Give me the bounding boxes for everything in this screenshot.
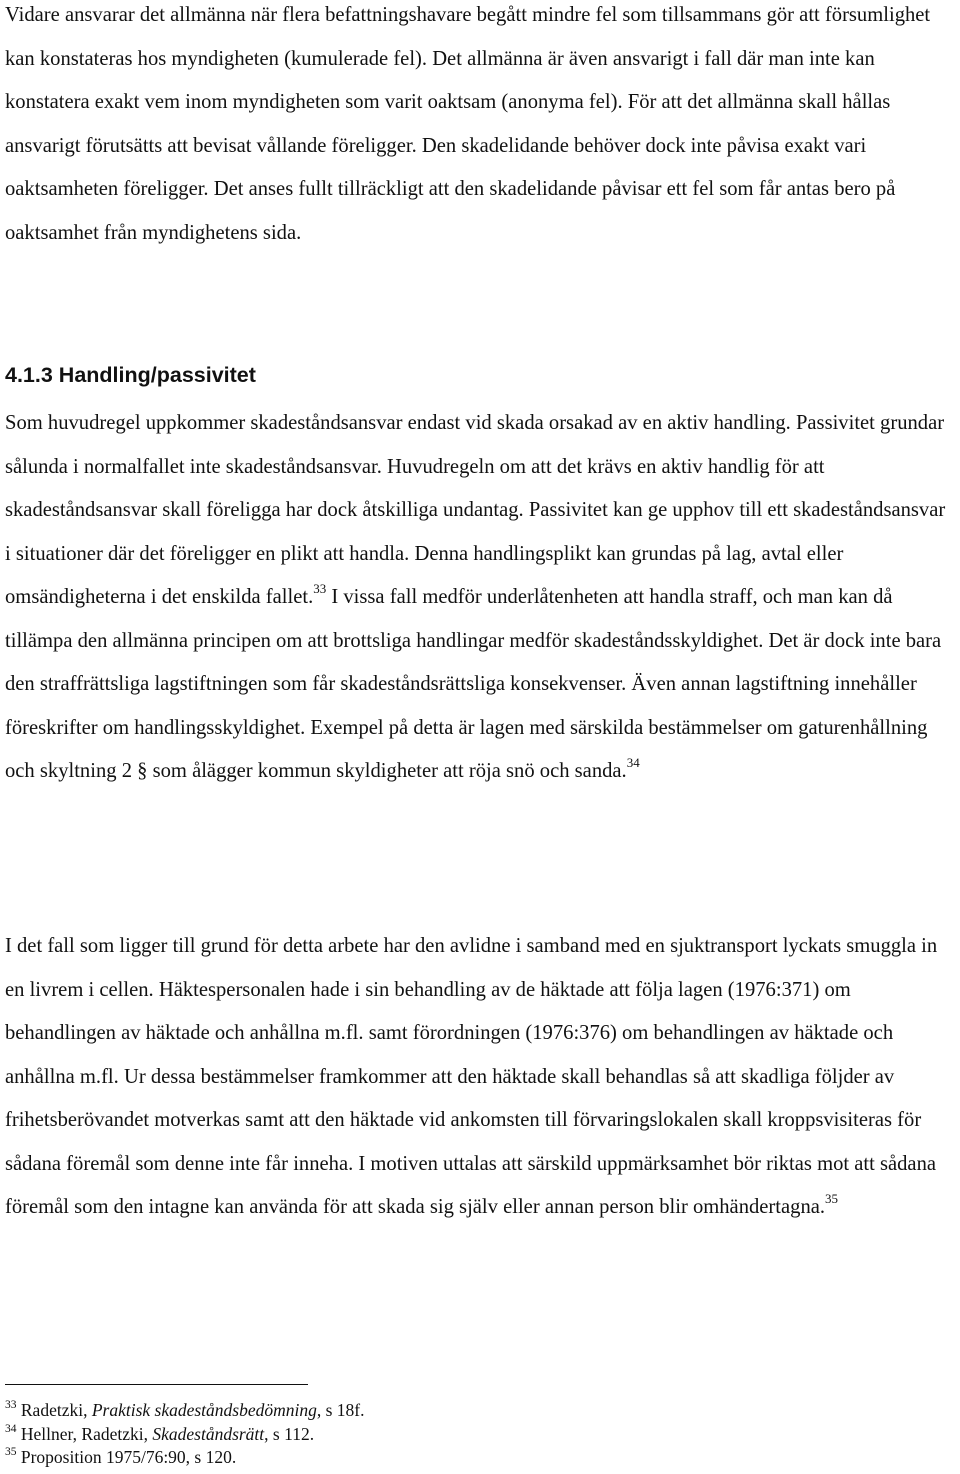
footnote-33 [5, 1399, 955, 1423]
section-heading: 4.1.3 Handling/passivitet [5, 363, 256, 387]
paragraph-handling-passivitet [5, 402, 955, 794]
paragraph-text-part-b: I vissa fall medför underlåtenheten att handla straff, och man kan då tillämpa den allmänna principen om att brottsliga handlingar medför skadeståndsskyldighet. Det är dock inte bara den straffrättsliga lagstiftningen som får skadeståndsrättsliga konsekvenser. Även annan lagstiftning innehåller föreskrifter om handlingsskyldighet. Exempel på detta är lagen med särskilda bestämmelser om gaturenhållning och skyltning 2 § som ålägger kommun skyldigheter att röja snö och sanda. [5, 586, 942, 782]
footnote-reference-33[interactable]: 33 [313, 581, 327, 596]
footnote-number: 34 [5, 1422, 17, 1435]
footnote-text: Radetzki, [20, 1400, 92, 1420]
footnote-text: Proposition 1975/76:90, s 120. [20, 1447, 237, 1467]
footnote-separator [5, 1384, 308, 1385]
paragraph-case-description [5, 925, 955, 1230]
footnote-number: 35 [5, 1446, 17, 1458]
footnote-title: Praktisk skadeståndsbedömning [91, 1400, 317, 1420]
footnote-text-end: , s 18f. [316, 1400, 365, 1420]
footnote-reference-35[interactable]: 35 [825, 1191, 839, 1206]
footnotes [5, 1399, 955, 1470]
footnote-reference-34[interactable]: 34 [626, 755, 640, 770]
paragraph-text-part-a: Som huvudregel uppkommer skadeståndsansvar endast vid skada orsakad av en aktiv handling. Passivitet grundar sålunda i normalfallet inte skadeståndsansvar. Huvudregeln om att det krävs en aktiv handlig för att skadeståndsansvar skall föreligga har dock åtskilliga undantag. Passivitet kan ge upphov till ett skadeståndsansvar i situationer där det föreligger en plikt att handla. Denna handlingsplikt kan grundas på lag, avtal eller omsändigheterna i det enskilda fallet. [5, 412, 946, 608]
footnote-title: Skadeståndsrätt [152, 1423, 265, 1444]
footnote-34 [5, 1423, 955, 1447]
footnote-35 [5, 1446, 955, 1470]
footnote-number: 33 [5, 1399, 17, 1411]
paragraph-kumulerade-fel [5, 0, 955, 255]
paragraph-text: I det fall som ligger till grund för detta arbete har den avlidne i samband med en sjuktransport lyckats smuggla in en livrem i cellen. Häktespersonalen hade i sin behandling av de häktade att följa lagen (1976:371) om behandlingen av häktade och anhållna m.fl. samt förordningen (1976:376) om behandlingen av häktade och anhållna m.fl. Ur dessa bestämmelser framkommer att den häktade skall behandlas så att skadliga följder av frihetsberövandet motverkas samt att den häktade vid ankomsten till förvaringslokalen skall kroppsvisiteras för sådana föremål som denne inte får inneha. I motiven uttalas att särskild uppmärksamhet bör riktas mot att sådana föremål som den intagne kan använda för att skada sig själv eller annan person blir omhändertagna. [5, 935, 938, 1218]
footnote-text-end: , s 112. [264, 1423, 315, 1444]
footnote-text: Hellner, Radetzki, [20, 1423, 153, 1444]
paragraph-text: Vidare ansvarar det allmänna när flera befattningshavare begått mindre fel som tillsammans gör att försumlighet kan konstateras hos myndigheten (kumulerade fel). Det allmänna är även ansvarigt i fall där man inte kan konstatera exakt vem inom myndigheten som varit oaktsam (anonyma fel). För att det allmänna skall hållas ansvarigt förutsätts att bevisat vållande föreligger. Den skadelidande behöver dock inte påvisa exakt vari oaktsamheten föreligger. Det anses fullt tillräckligt att den skadelidande påvisar ett fel som får antas bero på oaktsamhet från myndighetens sida. [5, 4, 931, 244]
